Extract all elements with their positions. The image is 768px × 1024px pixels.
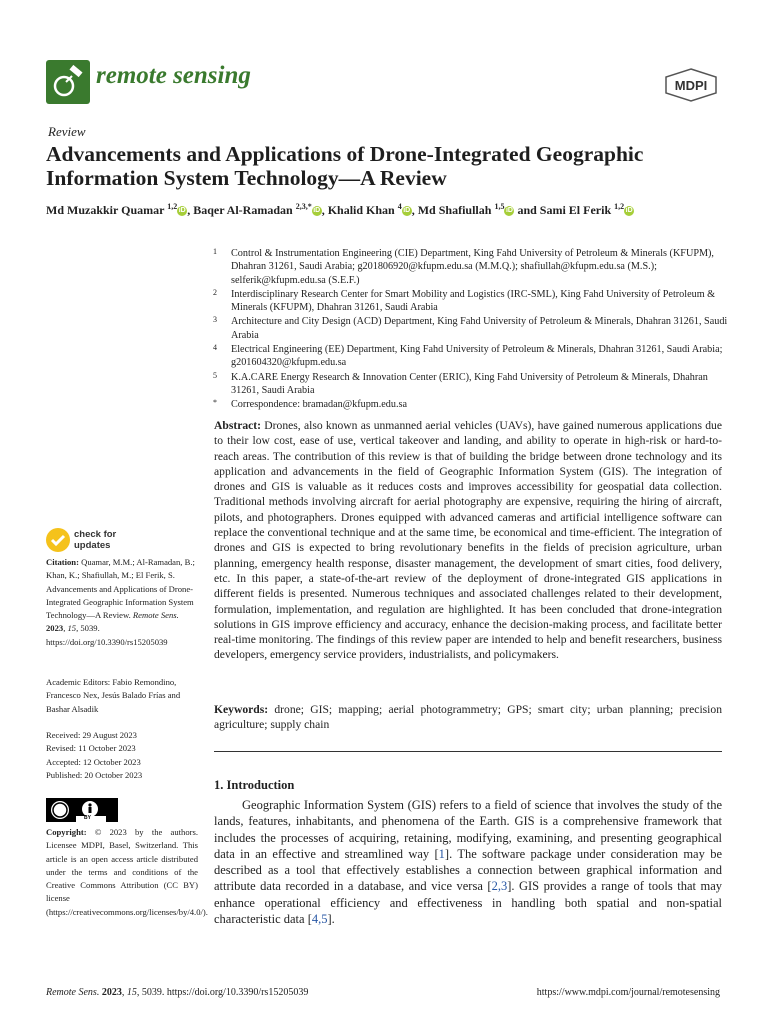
citation-journal: Remote Sens. [132,610,179,621]
footer-journal: Remote Sens. [46,987,100,998]
received-date: Received: 29 August 2023 [46,730,137,740]
citation-link[interactable]: 4,5 [311,912,328,927]
affiliation-item [213,288,728,315]
affiliation-number: 1 [213,247,217,256]
cc-by-label: BY [84,815,91,821]
check-icon [46,528,70,552]
author-name[interactable]: Md Muzakkir Quamar [46,203,168,217]
section-title: 1. Introduction [214,778,295,792]
intro-text: Geographic Information System (GIS) refers to a field of science that involves the study of the lands, features, inhabitants, and phenomena of the Earth. GIS is a comprehensive framework that includes the processes of acquiring, retaining, modifying, examining, and presenting geographical data in an effective and streamlined way [ [214,798,722,861]
intro-text: ]. The software package under consideration may be described as a tool that effectively establishes a connection between graphical information and attribute data recorded in a database, and vice versa [ [214,846,722,894]
author-name[interactable]: Baqer Al-Ramadan [193,203,296,217]
copyright-block [46,826,208,919]
check-for-updates-button[interactable] [46,528,136,554]
intro-text: ]. [327,912,335,927]
abstract-label: Abstract: [214,419,262,432]
affiliation-number: 4 [213,343,217,353]
affiliation-text: Interdisciplinary Research Center for Smart Mobility and Logistics (IRC-SML), King Fahd University of Petroleum & Minerals (KFUPM), Dhahran 31261, Saudi Arabia [231,288,716,314]
orcid-icon[interactable]: iD [625,207,633,215]
copyright-text: © 2023 by the authors. Licensee MDPI, Basel, Switzerland. This article is an open access article distributed under the terms and conditions of the Creative Commons Attribution (CC BY) license (https://creativecommons.org/licenses/by/4.0/). [46,827,208,917]
orcid-icon[interactable]: iD [313,207,321,215]
revised-date: Revised: 11 October 2023 [46,743,136,754]
affiliation-item [213,247,728,287]
citation-block: Citation: Quamar, M.M.; Al-Ramadan, B.; Khan, K.; Shafiullah, M.; El Ferik, S. Advancements and Applications of Drone-Integrated Geographic Information System Technology—A Review. Remote Sens. 2023, 15, 5039. https://doi.org/10.3390/rs15205039 [46,557,195,647]
orcid-icon[interactable]: iD [178,207,186,215]
affiliation-number: 3 [213,315,217,325]
author-list: Md Muzakkir Quamar $^{1,2}$ iD , Baqer Al-Ramadan $^{2,3,*}$ iD , Khalid Khan $^4$ iD , Md Shafiullah $^{1,5}$ iD and Sami El Ferik $^{1,2}$ iD [46,202,633,217]
affiliation-item [213,315,728,342]
check-for-updates-label: check for updates [74,529,117,551]
keywords [214,702,722,733]
affiliation-text: Architecture and City Design (ACD) Department, King Fahd University of Petroleum & Minerals, Dhahran 31261, Saudi Arabia [231,316,728,341]
citation-label: Citation: [46,557,79,567]
cc-icon [46,798,118,822]
citation-volume: 15 [67,623,77,634]
orcid-icon[interactable]: iD [403,207,411,215]
affiliation-number: 5 [213,370,217,380]
keywords-text: drone; GIS; mapping; aerial photogrammetry; GPS; smart city; urban planning; precision agriculture; supply chain [214,703,723,732]
divider [214,751,722,752]
academic-editors: Academic Editors: Fabio Remondino, Francesco Nex, Jesús Balado Frías and Bashar Alsadik [46,677,181,714]
affiliation-text: K.A.CARE Energy Research & Innovation Center (ERIC), King Fahd University of Petroleum & Minerals, Dhahran 31261, Saudi Arabia [231,371,708,396]
footer-volume: 15 [126,987,137,998]
affiliation-text: Control & Instrumentation Engineering (CIE) Department, King Fahd University of Petroleum & Minerals (KFUPM), Dhahran 31261, Saudi Arabia; g201806920@kfupm.edu.sa (M.M.Q.); shafiullah@kfupm.edu.sa (M.S.); selferik@kfupm.edu.sa (S.E.F.) [231,248,714,286]
mdpi-logo[interactable] [664,68,718,102]
copyright-label: Copyright: [46,827,87,837]
affiliation-text: Correspondence: bramadan@kfupm.edu.sa [231,399,408,411]
footer-year: 2023 [101,987,122,998]
author-affiliation-sup: 1,2 [167,202,178,211]
author-affiliation-sup: 4 [397,202,402,211]
journal-name[interactable]: remote sensing [96,62,251,89]
author-affiliation-sup: 2,3,* [295,202,312,211]
keywords-label: Keywords: [214,703,269,716]
citation-link[interactable]: 1 [438,846,445,861]
orcid-icon[interactable]: iD [505,207,513,215]
citation-doi[interactable]: , 5039. https://doi.org/10.3390/rs15205039 [46,623,168,647]
citation-link[interactable]: 2,3 [491,879,508,894]
abstract-text: Drones, also known as unmanned aerial vehicles (UAVs), have gained numerous applications due to their low cost, ease of use, vertical takeover and landing, and ability to operate in high-risk or hard-to-reach areas. The contribution of this review is that of building the bridge between drone technology and its application and advancements in the field of Geographic Information System (GIS). The integration of drones and GIS is valuable as it reduces costs and improves accessibility for geospatial data collection. Traditional methods involving aircraft for aerial photography are expensive, requiring the hiring of aircraft, pilots, and photographers. Drones equipped with advanced cameras and artificial intelligence software can replace the conventional technique and at the same time, be economical and time-efficient. The integration of drones and GIS is expected to bring revolutionary benefits in the fields of precision agriculture, urban planning, emergency health response, disaster management, the development of smart cities, food delivery, etc. In this paper, a state-of-the-art review of the deployment of drone-integrated GIS applications in different fields is presented. Numerous techniques and associated challenges related to their development, formulation, implementation, and regulation are highlighted. It has been concluded that drone-integration solutions in GIS improve efficiency and accuracy, enhance the decision-making process, and facilitate better real-time monitoring. The findings of this review paper are intended to help and benefit researchers, business developers, emergency service providers, industrialists, and policymakers. [214,419,722,662]
footer-doi[interactable]: , 5039. https://doi.org/10.3390/rs15205039 [136,987,309,998]
intro-paragraph [214,797,722,927]
article-title: Advancements and Applications of Drone-Integrated Geographic Information System Technology—A Review [46,142,644,190]
intro-text: ]. GIS provides a range of tools that may enhance operational efficiency and effectiveness in handling both spatial and non-spatial characteristic data [ [214,879,722,927]
author-name[interactable]: Sami El Ferik [539,203,615,217]
affiliation-item [213,398,728,411]
accepted-date: Accepted: 12 October 2023 [46,756,141,767]
article-type: Review [48,124,86,139]
affiliation-item [213,371,728,398]
author-name[interactable]: Md Shafiullah [417,203,495,217]
article-dates [46,729,198,782]
affiliations [213,247,728,413]
abstract [214,418,722,663]
affiliation-item [213,343,728,370]
affiliation-number: * [213,398,217,408]
author-affiliation-sup: 1,5 [494,202,505,211]
affiliation-text: Electrical Engineering (EE) Department, King Fahd University of Petroleum & Minerals, Dhahran 31261, Saudi Arabia; g201604320@kfupm.edu.sa [231,344,723,369]
journal-logo-icon [46,60,90,104]
footer-journal-url[interactable]: https://www.mdpi.com/journal/remotesensing [536,987,720,998]
affiliation-number: 2 [213,287,217,297]
citation-year: 2023 [46,623,64,634]
citation-text: Quamar, M.M.; Al-Ramadan, B.; Khan, K.; Shafiullah, M.; El Ferik, S. Advancements and Applications of Drone-Integrated Geographic Information System Technology—A Review. [46,557,195,621]
mdpi-logo-text: MDPI [674,78,708,93]
published-date: Published: 20 October 2023 [46,769,143,780]
footer-citation: Remote Sens. 2023, 15, 5039. https://doi.org/10.3390/rs15205039 [46,987,309,998]
cc-by-license-badge[interactable] [46,798,118,822]
author-affiliation-sup: 1,2 [614,202,625,211]
author-name[interactable]: Khalid Khan [327,203,398,217]
